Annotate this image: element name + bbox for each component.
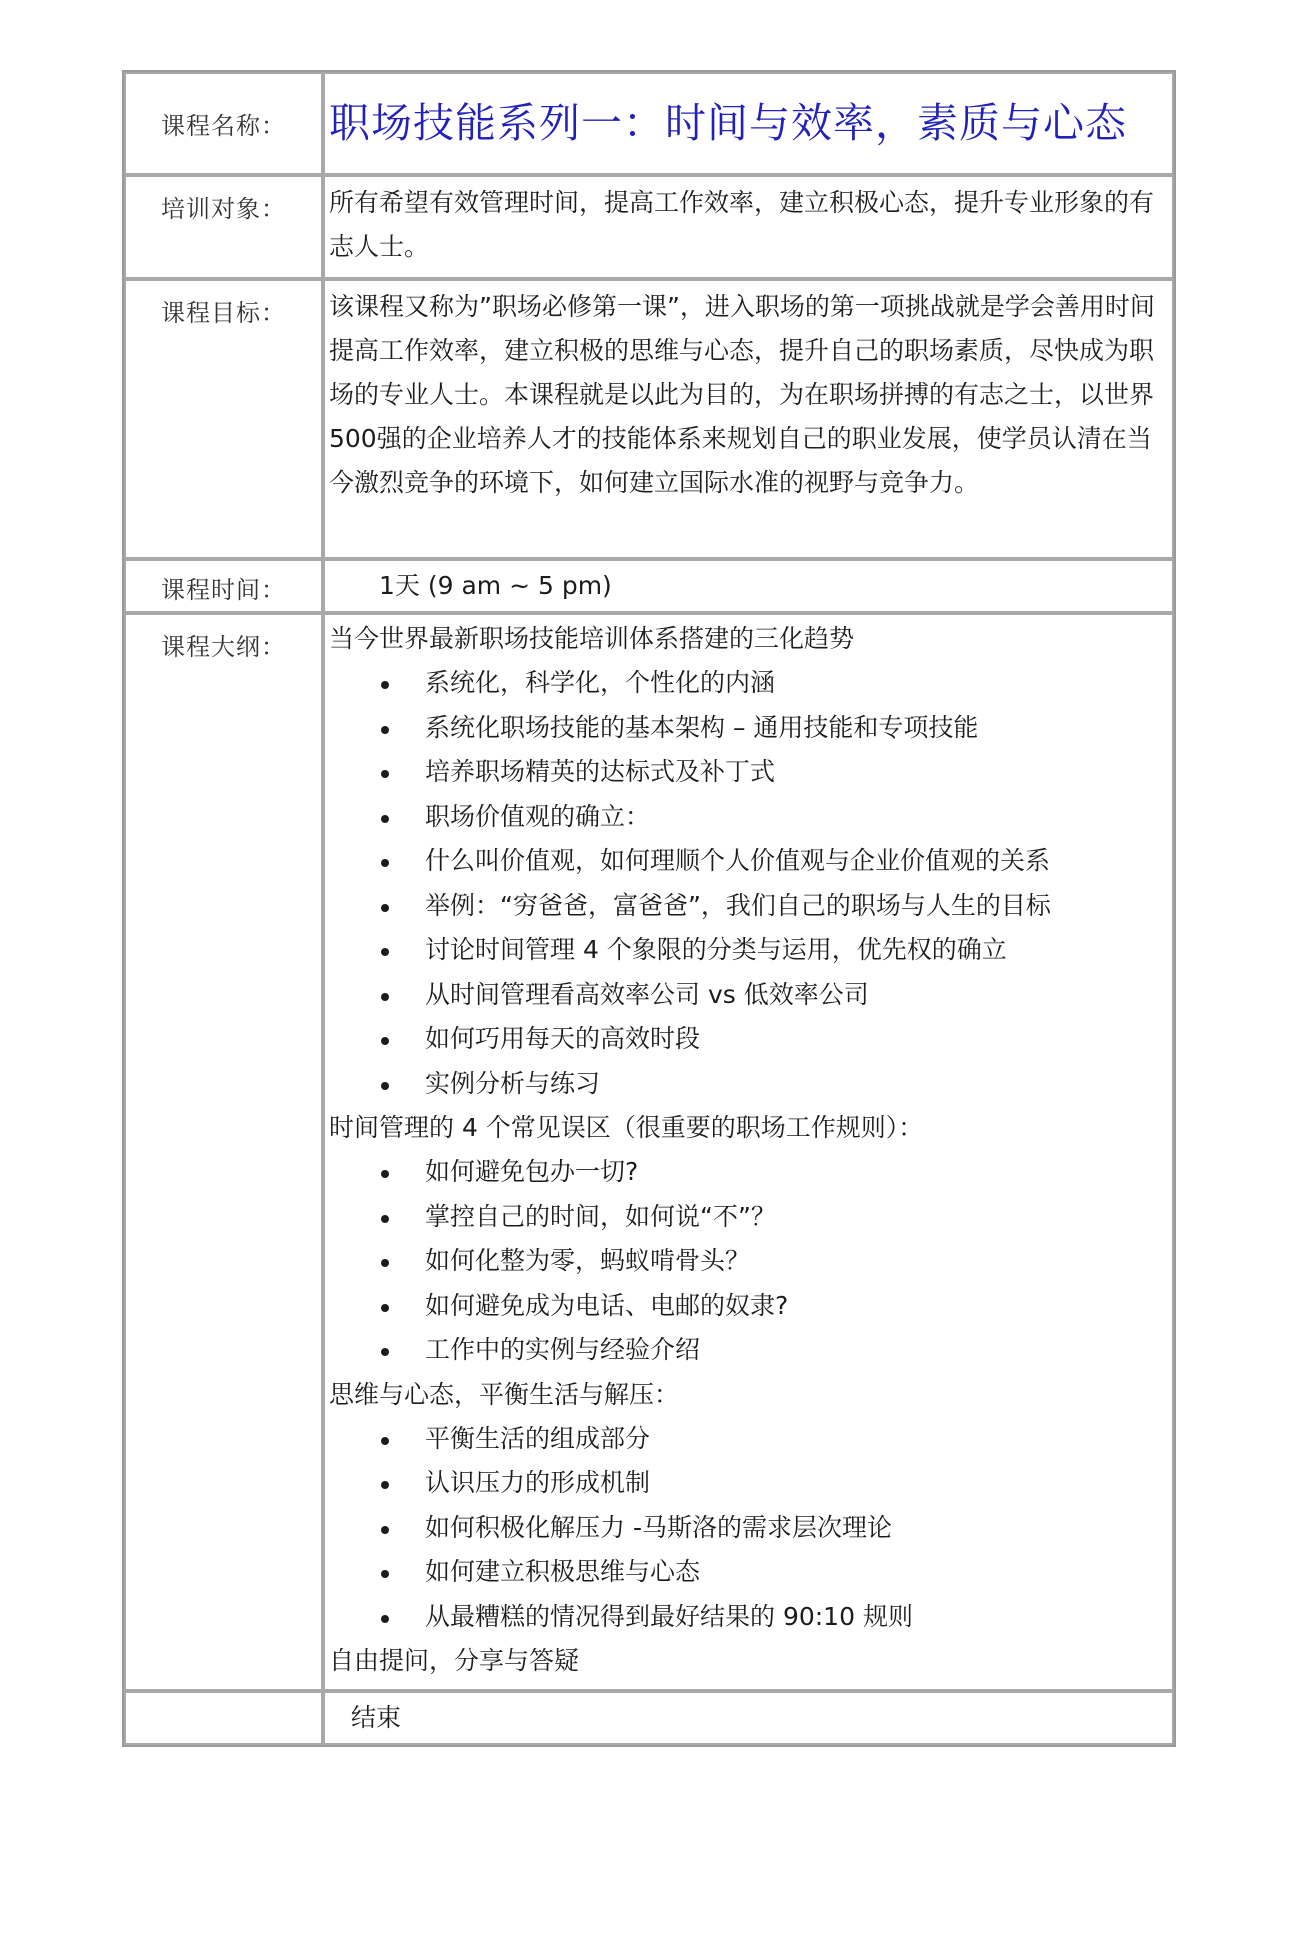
list-item-text: 如何巧用每天的高效时段: [425, 1024, 701, 1053]
list-item: [329, 750, 1158, 795]
outline-section-heading: 当今世界最新职场技能培训体系搭建的三化趋势: [329, 624, 855, 653]
list-item-text: 培养职场精英的达标式及补丁式: [425, 757, 776, 786]
list-item-text: 如何避免成为电话、电邮的奴隶?: [425, 1290, 789, 1320]
list-item: [329, 706, 1158, 751]
goal-text: 该课程又称为”职场必修第一课”，进入职场的第一项挑战就是学会善用时间提高工作效率，建立积极的思维与心态，提升自己的职场素质，尽快成为职场的专业人士。本课程就是以此为目的，为在职场拼搏的有志之士，以世界500强的企业培养人才的技能体系来规划自己的职业发展，使学员认清在当今激烈竞争的环境下，如何建立国际水准的视野与竞争力。: [329, 292, 1155, 497]
bullet-icon: [381, 948, 389, 956]
bullet-icon: [381, 1082, 389, 1090]
audience-label: 培训对象：: [161, 195, 286, 223]
time-text: 1天 (9 am ~ 5 pm): [379, 571, 612, 600]
table-row-goal: [124, 279, 1174, 559]
list-item: [329, 1550, 1158, 1595]
list-item-text: 系统化，科学化，个性化的内涵: [425, 668, 776, 697]
bullet-icon: [381, 859, 389, 867]
bullet-icon: [381, 1348, 389, 1356]
list-item: [329, 884, 1158, 929]
list-item: [329, 928, 1158, 973]
list-item-text: 工作中的实例与经验介绍: [425, 1335, 701, 1364]
list-item: [329, 1417, 1158, 1462]
table-row-audience: [124, 175, 1174, 279]
list-item: [329, 1017, 1158, 1062]
bullet-icon: [381, 1481, 389, 1489]
outline-label-cell: [124, 613, 323, 1691]
time-label-cell: [124, 559, 323, 613]
time-value-cell: [323, 559, 1174, 613]
audience-text: 所有希望有效管理时间，提高工作效率，建立积极心态，提升专业形象的有志人士。: [329, 188, 1155, 261]
list-item: [329, 1195, 1158, 1240]
list-item-text: 举例：“穷爸爸，富爸爸”，我们自己的职场与人生的目标: [425, 890, 1051, 920]
end-value-cell: [323, 1691, 1174, 1745]
list-item: [329, 839, 1158, 884]
title-label-cell: [124, 72, 323, 175]
table-row-time: [124, 559, 1174, 613]
bullet-icon: [381, 1037, 389, 1045]
outline-closing: 自由提问，分享与答疑: [329, 1646, 580, 1675]
goal-label: 课程目标：: [161, 299, 286, 327]
list-item: [329, 1150, 1158, 1195]
outline-list: [329, 1150, 1158, 1373]
bullet-icon: [381, 681, 389, 689]
list-item: [329, 1239, 1158, 1284]
outline-section-heading: 思维与心态，平衡生活与解压：: [329, 1379, 680, 1409]
bullet-icon: [381, 1259, 389, 1267]
outline-section-heading: 时间管理的 4 个常见误区（很重要的职场工作规则）：: [329, 1113, 924, 1142]
list-item: [329, 661, 1158, 706]
list-item-text: 平衡生活的组成部分: [425, 1423, 651, 1453]
course-name-label: 课程名称：: [161, 112, 286, 140]
audience-value-cell: [323, 175, 1174, 279]
bullet-icon: [381, 904, 389, 912]
bullet-icon: [381, 1437, 389, 1445]
list-item: [329, 1595, 1158, 1640]
list-item: [329, 795, 1158, 840]
list-item-text: 如何避免包办一切?: [425, 1157, 639, 1186]
bullet-icon: [381, 1570, 389, 1578]
bullet-icon: [381, 993, 389, 1001]
bullet-icon: [381, 726, 389, 734]
table-row-end: [124, 1691, 1174, 1745]
list-item-text: 系统化职场技能的基本架构 – 通用技能和专项技能: [425, 712, 979, 742]
list-item-text: 职场价值观的确立：: [425, 801, 651, 831]
end-label: [126, 1693, 321, 1705]
bullet-icon: [381, 1215, 389, 1223]
list-item-text: 掌控自己的时间，如何说“不”？: [425, 1201, 776, 1231]
bullet-icon: [381, 1615, 389, 1623]
end-text: 结束: [351, 1703, 402, 1732]
end-label-cell: [124, 1691, 323, 1745]
outline-list: [329, 1417, 1158, 1640]
list-item-text: 如何积极化解压力 -马斯洛的需求层次理论: [425, 1512, 892, 1542]
list-item-text: 从时间管理看高效率公司 vs 低效率公司: [425, 979, 869, 1009]
goal-label-cell: [124, 279, 323, 559]
list-item: [329, 1506, 1158, 1551]
list-item: [329, 1062, 1158, 1107]
course-table: [122, 70, 1176, 1747]
list-item: [329, 1461, 1158, 1506]
list-item-text: 认识压力的形成机制: [425, 1468, 651, 1497]
list-item-text: 讨论时间管理 4 个象限的分类与运用，优先权的确立: [425, 935, 1007, 964]
bullet-icon: [381, 770, 389, 778]
list-item: [329, 1328, 1158, 1373]
list-item-text: 从最糟糕的情况得到最好结果的 90:10 规则: [425, 1601, 913, 1631]
bullet-icon: [381, 1170, 389, 1178]
table-row-outline: [124, 613, 1174, 1691]
bullet-icon: [381, 1526, 389, 1534]
outline-label: 课程大纲：: [161, 633, 286, 661]
title-value-cell: [323, 72, 1174, 175]
list-item-text: 如何建立积极思维与心态: [425, 1557, 701, 1586]
outline-value-cell: [323, 613, 1174, 1691]
course-title: 职场技能系列一：时间与效率，素质与心态: [329, 99, 1127, 147]
bullet-icon: [381, 1304, 389, 1312]
audience-label-cell: [124, 175, 323, 279]
time-label: 课程时间：: [161, 576, 286, 604]
goal-value-cell: [323, 279, 1174, 559]
list-item: [329, 1284, 1158, 1329]
list-item: [329, 973, 1158, 1018]
bullet-icon: [381, 815, 389, 823]
list-item-text: 实例分析与练习: [425, 1068, 601, 1098]
list-item-text: 什么叫价值观，如何理顺个人价值观与企业价值观的关系: [425, 846, 1051, 875]
list-item-text: 如何化整为零，蚂蚁啃骨头？: [425, 1246, 751, 1275]
outline-list: [329, 661, 1158, 1106]
table-row-title: [124, 72, 1174, 175]
